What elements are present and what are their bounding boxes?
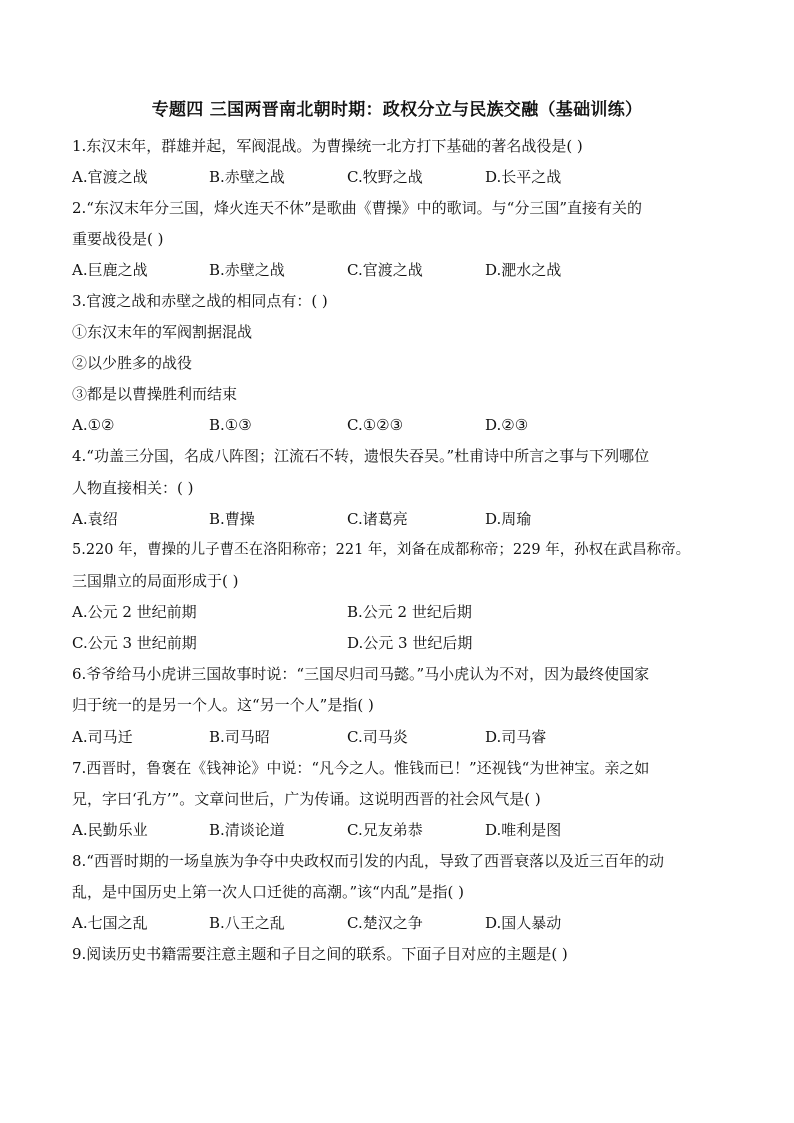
question-3-statement-2: ②以少胜多的战役 — [72, 354, 193, 372]
question-3-statement-3: ③都是以曹操胜利而结束 — [72, 385, 238, 403]
question-4-stem-line-1: 4.“功盖三分国，名成八阵图；江流石不转，遗恨失吞吴。”杜甫诗中所言之事与下列哪位 — [72, 447, 650, 465]
question-2-option-a: A.巨鹿之战 — [72, 261, 148, 279]
question-6-stem-line-2: 归于统一的是另一个人。这“另一个人”是指( ) — [72, 696, 374, 714]
question-6-stem-line-1: 6.爷爷给马小虎讲三国故事时说：“三国尽归司马懿。”马小虎认为不对，因为最终使国家 — [72, 665, 650, 683]
question-2-stem-line-2: 重要战役是( ) — [72, 230, 164, 248]
question-4-option-a: A.袁绍 — [72, 510, 118, 528]
question-8-option-c: C.楚汉之争 — [347, 914, 423, 932]
question-8-option-d: D.国人暴动 — [485, 914, 562, 932]
question-3-stem: 3.官渡之战和赤壁之战的相同点有：( ) — [72, 292, 328, 310]
question-3-option-d: D.②③ — [485, 416, 529, 434]
question-7-option-a: A.民勤乐业 — [72, 821, 148, 839]
question-5-option-c: C.公元 3 世纪前期 — [72, 634, 197, 652]
question-6-option-b: B.司马昭 — [209, 728, 270, 746]
question-7-option-d: D.唯利是图 — [485, 821, 562, 839]
question-5-option-d: D.公元 3 世纪后期 — [347, 634, 473, 652]
question-5-stem-line-2: 三国鼎立的局面形成于( ) — [72, 572, 239, 590]
question-7-stem-line-2: 兄，字曰‘孔方’”。文章问世后，广为传诵。这说明西晋的社会风气是( ) — [72, 790, 541, 808]
question-3-option-a: A.①② — [72, 416, 115, 434]
question-5-stem-line-1: 5.220 年，曹操的儿子曹丕在洛阳称帝；221 年，刘备在成都称帝；229 年，孙权在武昌称帝。 — [72, 542, 691, 558]
question-2-option-b: B.赤壁之战 — [209, 261, 285, 279]
question-2-option-c: C.官渡之战 — [347, 261, 423, 279]
question-6-option-d: D.司马睿 — [485, 728, 547, 746]
question-1-option-d: D.长平之战 — [485, 168, 562, 186]
question-1-option-a: A.官渡之战 — [72, 168, 148, 186]
question-7-stem-line-1: 7.西晋时，鲁褒在《钱神论》中说：“凡今之人。惟钱而已！”还视钱“为世神宝。亲之如 — [72, 759, 650, 777]
question-2-stem-line-1: 2.“东汉末年分三国，烽火连天不休”是歌曲《曹操》中的歌词。与“分三国”直接有关的 — [72, 199, 642, 217]
question-7-option-b: B.清谈论道 — [209, 821, 285, 839]
question-5-option-b: B.公元 2 世纪后期 — [347, 603, 472, 621]
question-8-option-b: B.八王之乱 — [209, 914, 285, 932]
question-1-option-b: B.赤壁之战 — [209, 168, 285, 186]
question-4-option-b: B.曹操 — [209, 510, 255, 528]
question-1-stem: 1.东汉末年，群雄并起，军阀混战。为曹操统一北方打下基础的著名战役是( ) — [72, 137, 583, 155]
question-4-option-d: D.周瑜 — [485, 510, 532, 528]
question-5-option-a: A.公元 2 世纪前期 — [72, 603, 197, 621]
question-8-option-a: A.七国之乱 — [72, 914, 148, 932]
question-4-stem-line-2: 人物直接相关：( ) — [72, 479, 194, 497]
question-8-stem-line-1: 8.“西晋时期的一场皇族为争夺中央政权而引发的内乱，导致了西晋衰落以及近三百年的动 — [72, 852, 664, 870]
question-9-stem: 9.阅读历史书籍需要注意主题和子目之间的联系。下面子目对应的主题是( ) — [72, 945, 568, 963]
question-6-option-c: C.司马炎 — [347, 728, 408, 746]
question-7-option-c: C.兄友弟恭 — [347, 821, 423, 839]
question-3-statement-1: ①东汉末年的军阀割据混战 — [72, 323, 253, 341]
page-title: 专题四 三国两晋南北朝时期：政权分立与民族交融（基础训练） — [151, 100, 643, 120]
question-4-option-c: C.诸葛亮 — [347, 510, 408, 528]
question-2-option-d: D.淝水之战 — [485, 261, 562, 279]
question-3-option-b: B.①③ — [209, 416, 252, 434]
question-1-option-c: C.牧野之战 — [347, 168, 423, 186]
question-8-stem-line-2: 乱，是中国历史上第一次人口迁徙的高潮。”该“内乱”是指( ) — [72, 883, 464, 901]
question-3-option-c: C.①②③ — [347, 416, 404, 434]
question-6-option-a: A.司马迁 — [72, 728, 133, 746]
